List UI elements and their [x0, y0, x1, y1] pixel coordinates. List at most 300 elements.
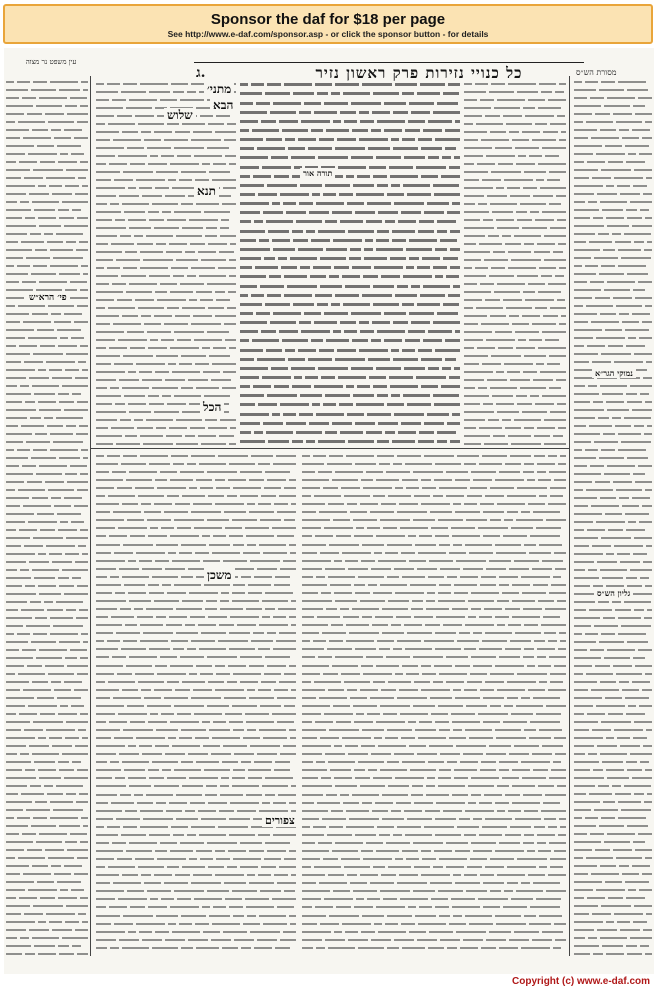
text-line-segment: [74, 689, 88, 691]
text-line-segment: [283, 931, 296, 933]
text-line-segment: [136, 552, 165, 554]
text-line-segment: [78, 729, 86, 731]
text-line-segment: [315, 906, 333, 908]
text-line-segment: [528, 503, 545, 505]
sponsor-details-link[interactable]: See http://www.e-daf.com/sponsor.asp - or click the sponsor button - for details: [167, 29, 489, 39]
text-line-segment: [433, 866, 443, 868]
text-line-segment: [639, 889, 652, 891]
text-line-segment: [595, 481, 610, 483]
text-line-segment: [185, 251, 195, 253]
text-line-segment: [407, 193, 431, 196]
text-line-segment: [6, 721, 30, 723]
text-line-segment: [302, 753, 322, 755]
text-line-segment: [96, 608, 117, 610]
text-line-segment: [302, 802, 314, 804]
text-line-segment: [96, 371, 125, 373]
text-line-segment: [528, 283, 545, 285]
text-line-segment: [317, 92, 328, 95]
text-line-segment: [161, 898, 174, 900]
text-line-segment: [433, 184, 459, 187]
text-line-segment: [302, 866, 311, 868]
text-line-segment: [263, 737, 287, 739]
text-line-segment: [168, 923, 176, 925]
text-line-segment: [207, 519, 229, 521]
text-line-segment: [350, 882, 367, 884]
text-line-segment: [46, 729, 75, 731]
text-line-segment: [119, 939, 139, 941]
text-line-segment: [423, 285, 450, 288]
text-line-segment: [50, 249, 73, 251]
text-line-segment: [265, 303, 290, 306]
text-line-segment: [395, 83, 417, 86]
text-line-segment: [478, 898, 508, 900]
text-line-segment: [411, 111, 430, 114]
text-line-segment: [538, 665, 551, 667]
text-line-segment: [199, 275, 226, 277]
text-line-segment: [308, 147, 332, 150]
text-line-segment: [336, 721, 351, 723]
text-line-segment: [473, 632, 482, 634]
text-line-segment: [388, 866, 411, 868]
text-line-segment: [129, 785, 151, 787]
text-line-segment: [621, 625, 651, 627]
text-line-segment: [523, 608, 542, 610]
text-line-segment: [508, 435, 531, 437]
text-line-segment: [485, 818, 512, 820]
text-line-segment: [274, 769, 290, 771]
text-line-segment: [6, 497, 29, 499]
text-line-segment: [198, 810, 216, 812]
text-line-segment: [140, 251, 163, 253]
text-line-segment: [574, 553, 603, 555]
text-line-segment: [141, 131, 151, 133]
text-line-segment: [136, 363, 165, 365]
text-line-segment: [117, 858, 132, 860]
text-line-segment: [70, 649, 87, 651]
text-line-segment: [25, 769, 35, 771]
text-line-segment: [114, 552, 133, 554]
text-line-segment: [446, 275, 459, 278]
text-line-segment: [607, 777, 629, 779]
text-line-segment: [338, 166, 366, 169]
text-line-segment: [409, 102, 434, 105]
text-line-segment: [384, 312, 406, 315]
text-line-segment: [96, 115, 114, 117]
text-line-segment: [169, 243, 187, 245]
text-line-segment: [58, 945, 69, 947]
text-line-segment: [524, 171, 546, 173]
text-line-segment: [368, 358, 390, 361]
text-line-segment: [128, 371, 136, 373]
text-line-segment: [595, 849, 610, 851]
text-line-segment: [143, 259, 173, 261]
text-line-segment: [96, 479, 123, 481]
text-line-segment: [603, 801, 615, 803]
text-line-segment: [427, 777, 435, 779]
text-line-segment: [155, 371, 169, 373]
text-line-segment: [486, 939, 506, 941]
text-line-segment: [229, 163, 236, 165]
text-line-segment: [624, 233, 651, 235]
text-line-segment: [524, 624, 538, 626]
text-line-segment: [496, 552, 526, 554]
text-line-segment: [96, 363, 111, 365]
text-line-segment: [645, 673, 652, 675]
text-line-segment: [50, 81, 78, 83]
text-line-segment: [150, 155, 158, 157]
text-line-segment: [175, 874, 190, 876]
text-line-segment: [360, 330, 374, 333]
text-line-segment: [508, 251, 531, 253]
text-line-segment: [96, 511, 110, 513]
text-line-segment: [263, 552, 287, 554]
text-line-segment: [148, 769, 159, 771]
text-line-segment: [6, 353, 30, 355]
text-line-segment: [546, 890, 566, 892]
text-line-segment: [48, 121, 74, 123]
text-line-segment: [409, 560, 426, 562]
text-line-segment: [512, 139, 529, 141]
text-line-segment: [528, 99, 545, 101]
sponsor-banner[interactable]: [3, 4, 653, 44]
text-line-segment: [409, 239, 437, 242]
text-line-segment: [262, 376, 291, 379]
text-line-segment: [633, 105, 645, 107]
text-line-segment: [268, 440, 289, 443]
text-line-segment: [137, 427, 153, 429]
text-line-segment: [639, 705, 652, 707]
text-line-segment: [361, 560, 375, 562]
text-line-segment: [330, 584, 351, 586]
text-line-segment: [346, 175, 354, 178]
text-line-segment: [264, 858, 281, 860]
text-line-segment: [523, 107, 535, 109]
text-line-segment: [216, 115, 230, 117]
text-line-segment: [76, 249, 88, 251]
text-line-segment: [96, 163, 106, 165]
text-line-segment: [191, 267, 215, 269]
copyright-link[interactable]: Copyright (c) www.e-daf.com: [512, 976, 650, 987]
text-line-segment: [468, 802, 476, 804]
text-line-segment: [464, 648, 476, 650]
text-line-segment: [58, 529, 77, 531]
text-line-segment: [627, 401, 642, 403]
text-line-segment: [209, 171, 230, 173]
text-line-segment: [320, 257, 346, 260]
text-line-segment: [592, 177, 611, 179]
text-line-segment: [477, 163, 495, 165]
text-line-segment: [130, 721, 145, 723]
text-line-segment: [354, 769, 365, 771]
text-line-segment: [115, 219, 125, 221]
text-line-segment: [64, 777, 88, 779]
text-line-segment: [70, 833, 87, 835]
text-line-segment: [170, 535, 199, 537]
text-line-segment: [421, 689, 450, 691]
text-line-segment: [222, 203, 236, 205]
text-line-segment: [247, 544, 256, 546]
text-line-segment: [96, 147, 124, 149]
text-line-segment: [464, 203, 475, 205]
text-line-segment: [109, 535, 127, 537]
text-line-segment: [574, 681, 597, 683]
text-line-segment: [174, 584, 201, 586]
text-line-segment: [360, 503, 378, 505]
text-line-segment: [66, 241, 76, 243]
text-line-segment: [302, 777, 318, 779]
text-line-segment: [6, 321, 20, 323]
text-line-segment: [380, 890, 410, 892]
text-line-segment: [626, 761, 637, 763]
text-line-segment: [491, 171, 521, 173]
text-line-segment: [574, 425, 586, 427]
text-line-segment: [71, 337, 84, 339]
text-line-segment: [460, 761, 478, 763]
text-line-segment: [195, 179, 209, 181]
text-line-segment: [149, 219, 164, 221]
text-line-segment: [443, 810, 462, 812]
text-line-segment: [626, 393, 637, 395]
text-line-segment: [96, 443, 113, 445]
heading-mishnah: מתני׳: [204, 82, 234, 97]
text-line-segment: [499, 584, 509, 586]
text-line-segment: [428, 156, 439, 159]
text-line-segment: [557, 600, 566, 602]
text-line-segment: [618, 433, 641, 435]
text-line-segment: [559, 632, 566, 634]
text-line-segment: [182, 495, 205, 497]
text-line-segment: [224, 139, 236, 141]
text-line-segment: [447, 576, 457, 578]
text-line-segment: [24, 729, 43, 731]
text-line-segment: [482, 179, 501, 181]
text-line-segment: [365, 239, 373, 242]
text-line-segment: [478, 713, 508, 715]
text-line-segment: [574, 937, 585, 939]
text-line-segment: [18, 673, 45, 675]
text-line-segment: [176, 235, 202, 237]
text-line-segment: [489, 91, 514, 93]
text-line-segment: [640, 761, 649, 763]
text-line-segment: [311, 239, 330, 242]
text-line-segment: [46, 361, 75, 363]
text-line-segment: [345, 560, 358, 562]
text-line-segment: [549, 171, 566, 173]
text-line-segment: [208, 616, 227, 618]
text-line-segment: [540, 371, 566, 373]
text-line-segment: [96, 395, 121, 397]
text-line-segment: [527, 479, 535, 481]
text-line-segment: [190, 802, 205, 804]
text-line-segment: [167, 681, 179, 683]
text-line-segment: [155, 665, 167, 667]
text-line-segment: [360, 600, 385, 602]
text-line-segment: [602, 761, 623, 763]
text-line-segment: [111, 243, 134, 245]
text-line-segment: [406, 673, 419, 675]
text-line-segment: [292, 440, 303, 443]
text-line-segment: [176, 443, 198, 445]
text-line-segment: [96, 753, 116, 755]
text-line-segment: [392, 230, 415, 233]
text-line-segment: [302, 665, 329, 667]
text-line-segment: [164, 139, 188, 141]
text-line-segment: [77, 489, 88, 491]
text-line-segment: [439, 584, 451, 586]
text-line-segment: [96, 810, 122, 812]
text-line-segment: [147, 705, 171, 707]
text-line-segment: [418, 552, 446, 554]
text-line-segment: [96, 665, 123, 667]
text-line-segment: [421, 175, 438, 178]
text-line-segment: [505, 243, 521, 245]
text-line-segment: [117, 115, 132, 117]
text-line-segment: [156, 355, 178, 357]
text-line-segment: [340, 321, 356, 324]
text-line-segment: [615, 425, 631, 427]
text-line-segment: [20, 937, 29, 939]
text-line-segment: [535, 403, 554, 405]
text-line-segment: [453, 503, 461, 505]
text-line-segment: [620, 929, 640, 931]
text-line-segment: [401, 422, 421, 425]
text-line-segment: [410, 584, 436, 586]
text-line-segment: [397, 697, 427, 699]
text-line-segment: [21, 609, 44, 611]
text-line-segment: [421, 147, 442, 150]
text-line-segment: [6, 145, 34, 147]
text-line-segment: [29, 929, 49, 931]
text-line-segment: [24, 913, 43, 915]
text-line-segment: [574, 417, 595, 419]
text-line-segment: [381, 874, 396, 876]
text-line-segment: [254, 431, 263, 434]
text-line-segment: [457, 826, 479, 828]
text-line-segment: [453, 729, 462, 731]
text-line-segment: [240, 358, 254, 361]
text-line-segment: [594, 625, 618, 627]
text-line-segment: [72, 761, 81, 763]
text-line-segment: [349, 818, 379, 820]
text-line-segment: [216, 858, 230, 860]
text-line-segment: [124, 395, 145, 397]
text-line-segment: [633, 657, 645, 659]
text-line-segment: [538, 479, 551, 481]
text-line-segment: [643, 193, 652, 195]
text-line-segment: [71, 889, 84, 891]
text-line-segment: [411, 608, 423, 610]
text-line-segment: [625, 881, 649, 883]
text-line-segment: [80, 841, 88, 843]
text-line-segment: [423, 129, 442, 132]
text-line-segment: [302, 527, 321, 529]
text-line-segment: [318, 440, 345, 443]
text-line-segment: [6, 465, 19, 467]
text-line-segment: [415, 915, 436, 917]
text-line-segment: [421, 850, 431, 852]
text-line-segment: [182, 307, 205, 309]
text-line-segment: [96, 947, 107, 949]
text-line-segment: [291, 156, 315, 159]
text-line-segment: [507, 187, 520, 189]
text-line-segment: [23, 505, 51, 507]
text-line-segment: [240, 239, 256, 242]
text-line-segment: [149, 648, 170, 650]
text-line-segment: [574, 121, 583, 123]
text-line-segment: [355, 422, 375, 425]
text-line-segment: [208, 495, 224, 497]
text-line-segment: [524, 243, 534, 245]
text-line-segment: [599, 273, 624, 275]
text-line-segment: [479, 427, 502, 429]
text-line-segment: [402, 665, 418, 667]
text-line-segment: [309, 422, 329, 425]
text-line-segment: [371, 939, 391, 941]
text-line-segment: [110, 761, 119, 763]
text-line-segment: [450, 440, 460, 443]
text-line-segment: [503, 535, 527, 537]
text-line-segment: [574, 729, 589, 731]
text-line-segment: [302, 600, 332, 602]
text-line-segment: [259, 239, 269, 242]
text-line-segment: [387, 915, 412, 917]
text-line-segment: [397, 826, 421, 828]
text-line-segment: [274, 584, 290, 586]
text-line-segment: [340, 220, 363, 223]
text-line-segment: [144, 882, 161, 884]
text-line-segment: [203, 931, 220, 933]
text-line-segment: [167, 123, 179, 125]
text-line-segment: [533, 511, 560, 513]
text-line-segment: [393, 111, 408, 114]
text-line-segment: [379, 648, 390, 650]
text-line-segment: [588, 753, 597, 755]
text-line-segment: [291, 503, 296, 505]
text-line-segment: [517, 403, 532, 405]
text-line-segment: [391, 394, 400, 397]
text-line-segment: [152, 576, 178, 578]
text-line-segment: [574, 537, 598, 539]
text-line-segment: [553, 576, 561, 578]
text-line-segment: [6, 217, 22, 219]
text-line-segment: [495, 147, 512, 149]
text-line-segment: [6, 97, 19, 99]
text-line-segment: [522, 592, 546, 594]
text-line-segment: [504, 179, 533, 181]
text-line-segment: [146, 419, 173, 421]
text-line-segment: [498, 163, 513, 165]
text-line-segment: [381, 275, 400, 278]
text-line-segment: [574, 249, 600, 251]
text-line-segment: [82, 921, 88, 923]
text-line-segment: [534, 251, 550, 253]
text-line-segment: [34, 209, 55, 211]
text-line-segment: [608, 529, 623, 531]
text-line-segment: [643, 561, 652, 563]
text-line-segment: [289, 665, 296, 667]
text-line-segment: [385, 737, 398, 739]
text-line-segment: [597, 929, 617, 931]
text-line-segment: [96, 906, 106, 908]
text-line-segment: [412, 600, 423, 602]
text-line-segment: [22, 97, 36, 99]
sponsor-title[interactable]: Sponsor the daf for $18 per page: [210, 11, 446, 28]
text-line-segment: [453, 689, 461, 691]
text-line-segment: [612, 417, 621, 419]
text-line-segment: [440, 568, 460, 570]
text-line-segment: [216, 299, 230, 301]
text-line-segment: [335, 294, 359, 297]
